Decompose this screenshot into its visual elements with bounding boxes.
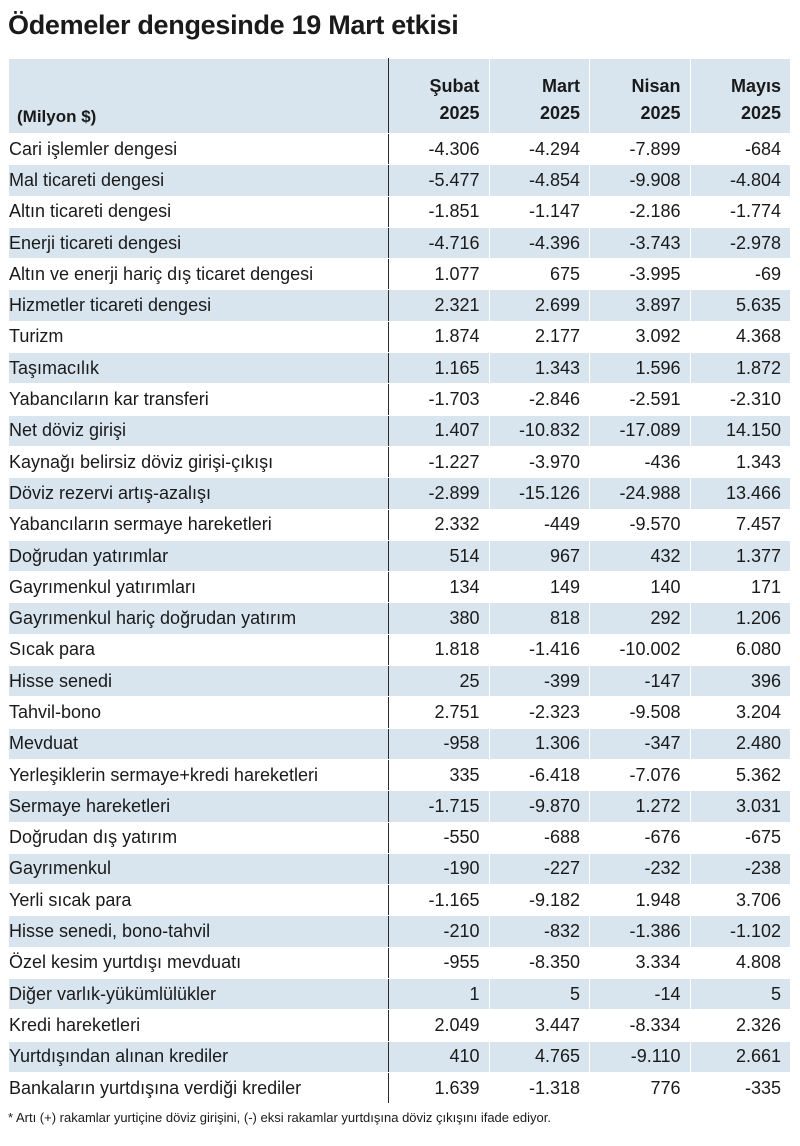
table-row	[9, 822, 791, 853]
month-year: 2025	[439, 103, 480, 123]
table-row	[9, 353, 791, 384]
row-value: -958	[389, 728, 490, 759]
row-value: -9.570	[590, 509, 691, 540]
row-value: -2.899	[389, 478, 490, 509]
table-row	[9, 290, 791, 321]
row-value: 2.699	[489, 290, 590, 321]
row-value: 140	[590, 572, 691, 603]
row-value: 3.092	[590, 321, 691, 352]
row-label: Yabancıların kar transferi	[9, 384, 389, 415]
unit-header: (Milyon $)	[9, 59, 389, 134]
table-row	[9, 1041, 791, 1072]
row-value: 3.897	[590, 290, 691, 321]
table-row	[9, 134, 791, 165]
month-name: Şubat	[429, 76, 480, 96]
month-name: Nisan	[631, 76, 681, 96]
row-value: 4.368	[690, 321, 791, 352]
row-value: -9.182	[489, 885, 590, 916]
table-row	[9, 165, 791, 196]
table-row	[9, 1010, 791, 1041]
table-row	[9, 916, 791, 947]
row-value: 2.177	[489, 321, 590, 352]
row-label: Doğrudan dış yatırım	[9, 822, 389, 853]
row-label: Sıcak para	[9, 634, 389, 665]
row-value: -210	[389, 916, 490, 947]
month-header	[690, 59, 791, 134]
month-name: Mayıs	[730, 76, 781, 96]
month-year: 2025	[740, 103, 781, 123]
row-value: 1.639	[389, 1072, 490, 1103]
page-title: Ödemeler dengesinde 19 Mart etkisi	[8, 10, 459, 40]
table-row	[9, 979, 791, 1010]
row-label: Mevduat	[9, 728, 389, 759]
row-value: -1.703	[389, 384, 490, 415]
row-value: -832	[489, 916, 590, 947]
month-year: 2025	[640, 103, 681, 123]
row-label: Gayrımenkul hariç doğrudan yatırım	[9, 603, 389, 634]
row-value: 3.447	[489, 1010, 590, 1041]
row-value: 1.377	[690, 540, 791, 571]
table-row	[9, 259, 791, 290]
row-value: -2.978	[690, 227, 791, 258]
row-value: 7.457	[690, 509, 791, 540]
row-value: 1.343	[690, 446, 791, 477]
row-value: 2.321	[389, 290, 490, 321]
row-value: -1.416	[489, 634, 590, 665]
row-value: -9.508	[590, 697, 691, 728]
month-name: Mart	[541, 76, 580, 96]
row-value: -6.418	[489, 759, 590, 790]
row-value: 1.407	[389, 415, 490, 446]
row-label: Enerji ticareti dengesi	[9, 227, 389, 258]
table-row	[9, 540, 791, 571]
row-value: -8.334	[590, 1010, 691, 1041]
row-value: -2.186	[590, 196, 691, 227]
row-label: Özel kesim yurtdışı mevduatı	[9, 947, 389, 978]
row-value: -1.102	[690, 916, 791, 947]
row-value: -1.227	[389, 446, 490, 477]
row-value: 2.480	[690, 728, 791, 759]
row-value: 1.818	[389, 634, 490, 665]
row-value: 675	[489, 259, 590, 290]
row-value: -2.846	[489, 384, 590, 415]
row-value: 5.635	[690, 290, 791, 321]
row-label: Yabancıların sermaye hareketleri	[9, 509, 389, 540]
row-value: 4.765	[489, 1041, 590, 1072]
table-row	[9, 1072, 791, 1103]
row-value: 292	[590, 603, 691, 634]
row-value: -4.804	[690, 165, 791, 196]
row-label: Net döviz girişi	[9, 415, 389, 446]
row-value: -675	[690, 822, 791, 853]
row-value: -1.165	[389, 885, 490, 916]
table-row	[9, 572, 791, 603]
row-value: -1.318	[489, 1072, 590, 1103]
row-value: -7.899	[590, 134, 691, 165]
table-row	[9, 728, 791, 759]
row-value: -4.396	[489, 227, 590, 258]
month-header	[590, 59, 691, 134]
row-label: Doğrudan yatırımlar	[9, 540, 389, 571]
row-value: 5.362	[690, 759, 791, 790]
row-value: -2.310	[690, 384, 791, 415]
table-row	[9, 666, 791, 697]
row-value: 3.706	[690, 885, 791, 916]
row-label: Altın ve enerji hariç dış ticaret dengesi	[9, 259, 389, 290]
row-value: -688	[489, 822, 590, 853]
row-value: 1.948	[590, 885, 691, 916]
row-value: -3.743	[590, 227, 691, 258]
row-label: Kredi hareketleri	[9, 1010, 389, 1041]
row-value: -232	[590, 853, 691, 884]
row-value: 380	[389, 603, 490, 634]
row-value: -24.988	[590, 478, 691, 509]
row-value: -1.386	[590, 916, 691, 947]
row-value: -449	[489, 509, 590, 540]
table-row	[9, 321, 791, 352]
row-value: 171	[690, 572, 791, 603]
row-label: Yerleşiklerin sermaye+kredi hareketleri	[9, 759, 389, 790]
table-row	[9, 603, 791, 634]
row-value: 514	[389, 540, 490, 571]
row-value: 149	[489, 572, 590, 603]
row-value: 14.150	[690, 415, 791, 446]
table-row	[9, 947, 791, 978]
row-value: -9.110	[590, 1041, 691, 1072]
row-value: -227	[489, 853, 590, 884]
row-value: 6.080	[690, 634, 791, 665]
row-value: 396	[690, 666, 791, 697]
row-value: -15.126	[489, 478, 590, 509]
table-body	[9, 134, 791, 1104]
row-label: Hisse senedi, bono-tahvil	[9, 916, 389, 947]
row-value: -1.715	[389, 791, 490, 822]
row-value: -550	[389, 822, 490, 853]
row-label: Bankaların yurtdışına verdiği krediler	[9, 1072, 389, 1103]
row-label: Kaynağı belirsiz döviz girişi-çıkışı	[9, 446, 389, 477]
row-value: -9.870	[489, 791, 590, 822]
row-value: 1.165	[389, 353, 490, 384]
balance-of-payments-table	[8, 58, 791, 1104]
row-value: -5.477	[389, 165, 490, 196]
row-value: 1.272	[590, 791, 691, 822]
row-value: -684	[690, 134, 791, 165]
row-value: -4.306	[389, 134, 490, 165]
row-label: Taşımacılık	[9, 353, 389, 384]
row-label: Gayrımenkul	[9, 853, 389, 884]
row-value: -4.716	[389, 227, 490, 258]
row-value: 1.343	[489, 353, 590, 384]
row-value: -9.908	[590, 165, 691, 196]
month-year: 2025	[539, 103, 580, 123]
row-label: Cari işlemler dengesi	[9, 134, 389, 165]
row-label: Altın ticareti dengesi	[9, 196, 389, 227]
row-value: -14	[590, 979, 691, 1010]
table-row	[9, 446, 791, 477]
row-label: Yurtdışından alınan krediler	[9, 1041, 389, 1072]
row-value: -8.350	[489, 947, 590, 978]
row-value: 1.306	[489, 728, 590, 759]
row-value: 335	[389, 759, 490, 790]
row-value: -955	[389, 947, 490, 978]
row-value: 776	[590, 1072, 691, 1103]
row-value: -147	[590, 666, 691, 697]
row-value: 5	[489, 979, 590, 1010]
row-value: -10.002	[590, 634, 691, 665]
row-label: Sermaye hareketleri	[9, 791, 389, 822]
row-value: -1.851	[389, 196, 490, 227]
row-value: -7.076	[590, 759, 691, 790]
row-value: 5	[690, 979, 791, 1010]
row-label: Gayrımenkul yatırımları	[9, 572, 389, 603]
row-label: Diğer varlık-yükümlülükler	[9, 979, 389, 1010]
row-value: -3.995	[590, 259, 691, 290]
row-value: 1.077	[389, 259, 490, 290]
row-value: 3.031	[690, 791, 791, 822]
table-row	[9, 227, 791, 258]
row-value: 134	[389, 572, 490, 603]
row-value: 432	[590, 540, 691, 571]
row-value: -1.147	[489, 196, 590, 227]
row-value: -238	[690, 853, 791, 884]
table-row	[9, 415, 791, 446]
table-row	[9, 634, 791, 665]
table-row	[9, 478, 791, 509]
row-label: Döviz rezervi artış-azalışı	[9, 478, 389, 509]
row-value: 1.206	[690, 603, 791, 634]
row-value: -3.970	[489, 446, 590, 477]
row-value: 25	[389, 666, 490, 697]
row-value: -2.323	[489, 697, 590, 728]
row-label: Yerli sıcak para	[9, 885, 389, 916]
table-row	[9, 885, 791, 916]
row-value: -190	[389, 853, 490, 884]
row-value: -1.774	[690, 196, 791, 227]
row-value: -2.591	[590, 384, 691, 415]
table-row	[9, 697, 791, 728]
row-value: 3.334	[590, 947, 691, 978]
row-value: 2.751	[389, 697, 490, 728]
table-row	[9, 791, 791, 822]
table-row	[9, 853, 791, 884]
row-value: 818	[489, 603, 590, 634]
row-value: -4.854	[489, 165, 590, 196]
row-value: 2.326	[690, 1010, 791, 1041]
row-value: -17.089	[590, 415, 691, 446]
row-value: 1	[389, 979, 490, 1010]
row-value: 1.874	[389, 321, 490, 352]
table-header-row	[9, 59, 791, 134]
row-value: -4.294	[489, 134, 590, 165]
row-value: 2.661	[690, 1041, 791, 1072]
row-value: 1.596	[590, 353, 691, 384]
month-header	[389, 59, 490, 134]
row-value: 1.872	[690, 353, 791, 384]
row-value: 3.204	[690, 697, 791, 728]
footnote: * Artı (+) rakamlar yurtiçine döviz girişini, (-) eksi rakamlar yurtdışına döviz çıkışını ifade ediyor.	[8, 1110, 551, 1125]
month-header	[489, 59, 590, 134]
row-value: 13.466	[690, 478, 791, 509]
row-value: 2.049	[389, 1010, 490, 1041]
row-value: -335	[690, 1072, 791, 1103]
row-value: 410	[389, 1041, 490, 1072]
row-label: Hisse senedi	[9, 666, 389, 697]
row-value: 967	[489, 540, 590, 571]
table-row	[9, 759, 791, 790]
row-label: Mal ticareti dengesi	[9, 165, 389, 196]
row-value: -69	[690, 259, 791, 290]
row-value: -436	[590, 446, 691, 477]
row-label: Tahvil-bono	[9, 697, 389, 728]
row-value: 4.808	[690, 947, 791, 978]
table-row	[9, 384, 791, 415]
row-value: -676	[590, 822, 691, 853]
row-value: -10.832	[489, 415, 590, 446]
row-value: 2.332	[389, 509, 490, 540]
row-label: Turizm	[9, 321, 389, 352]
row-value: -347	[590, 728, 691, 759]
row-value: -399	[489, 666, 590, 697]
table-row	[9, 196, 791, 227]
table-row	[9, 509, 791, 540]
row-label: Hizmetler ticareti dengesi	[9, 290, 389, 321]
